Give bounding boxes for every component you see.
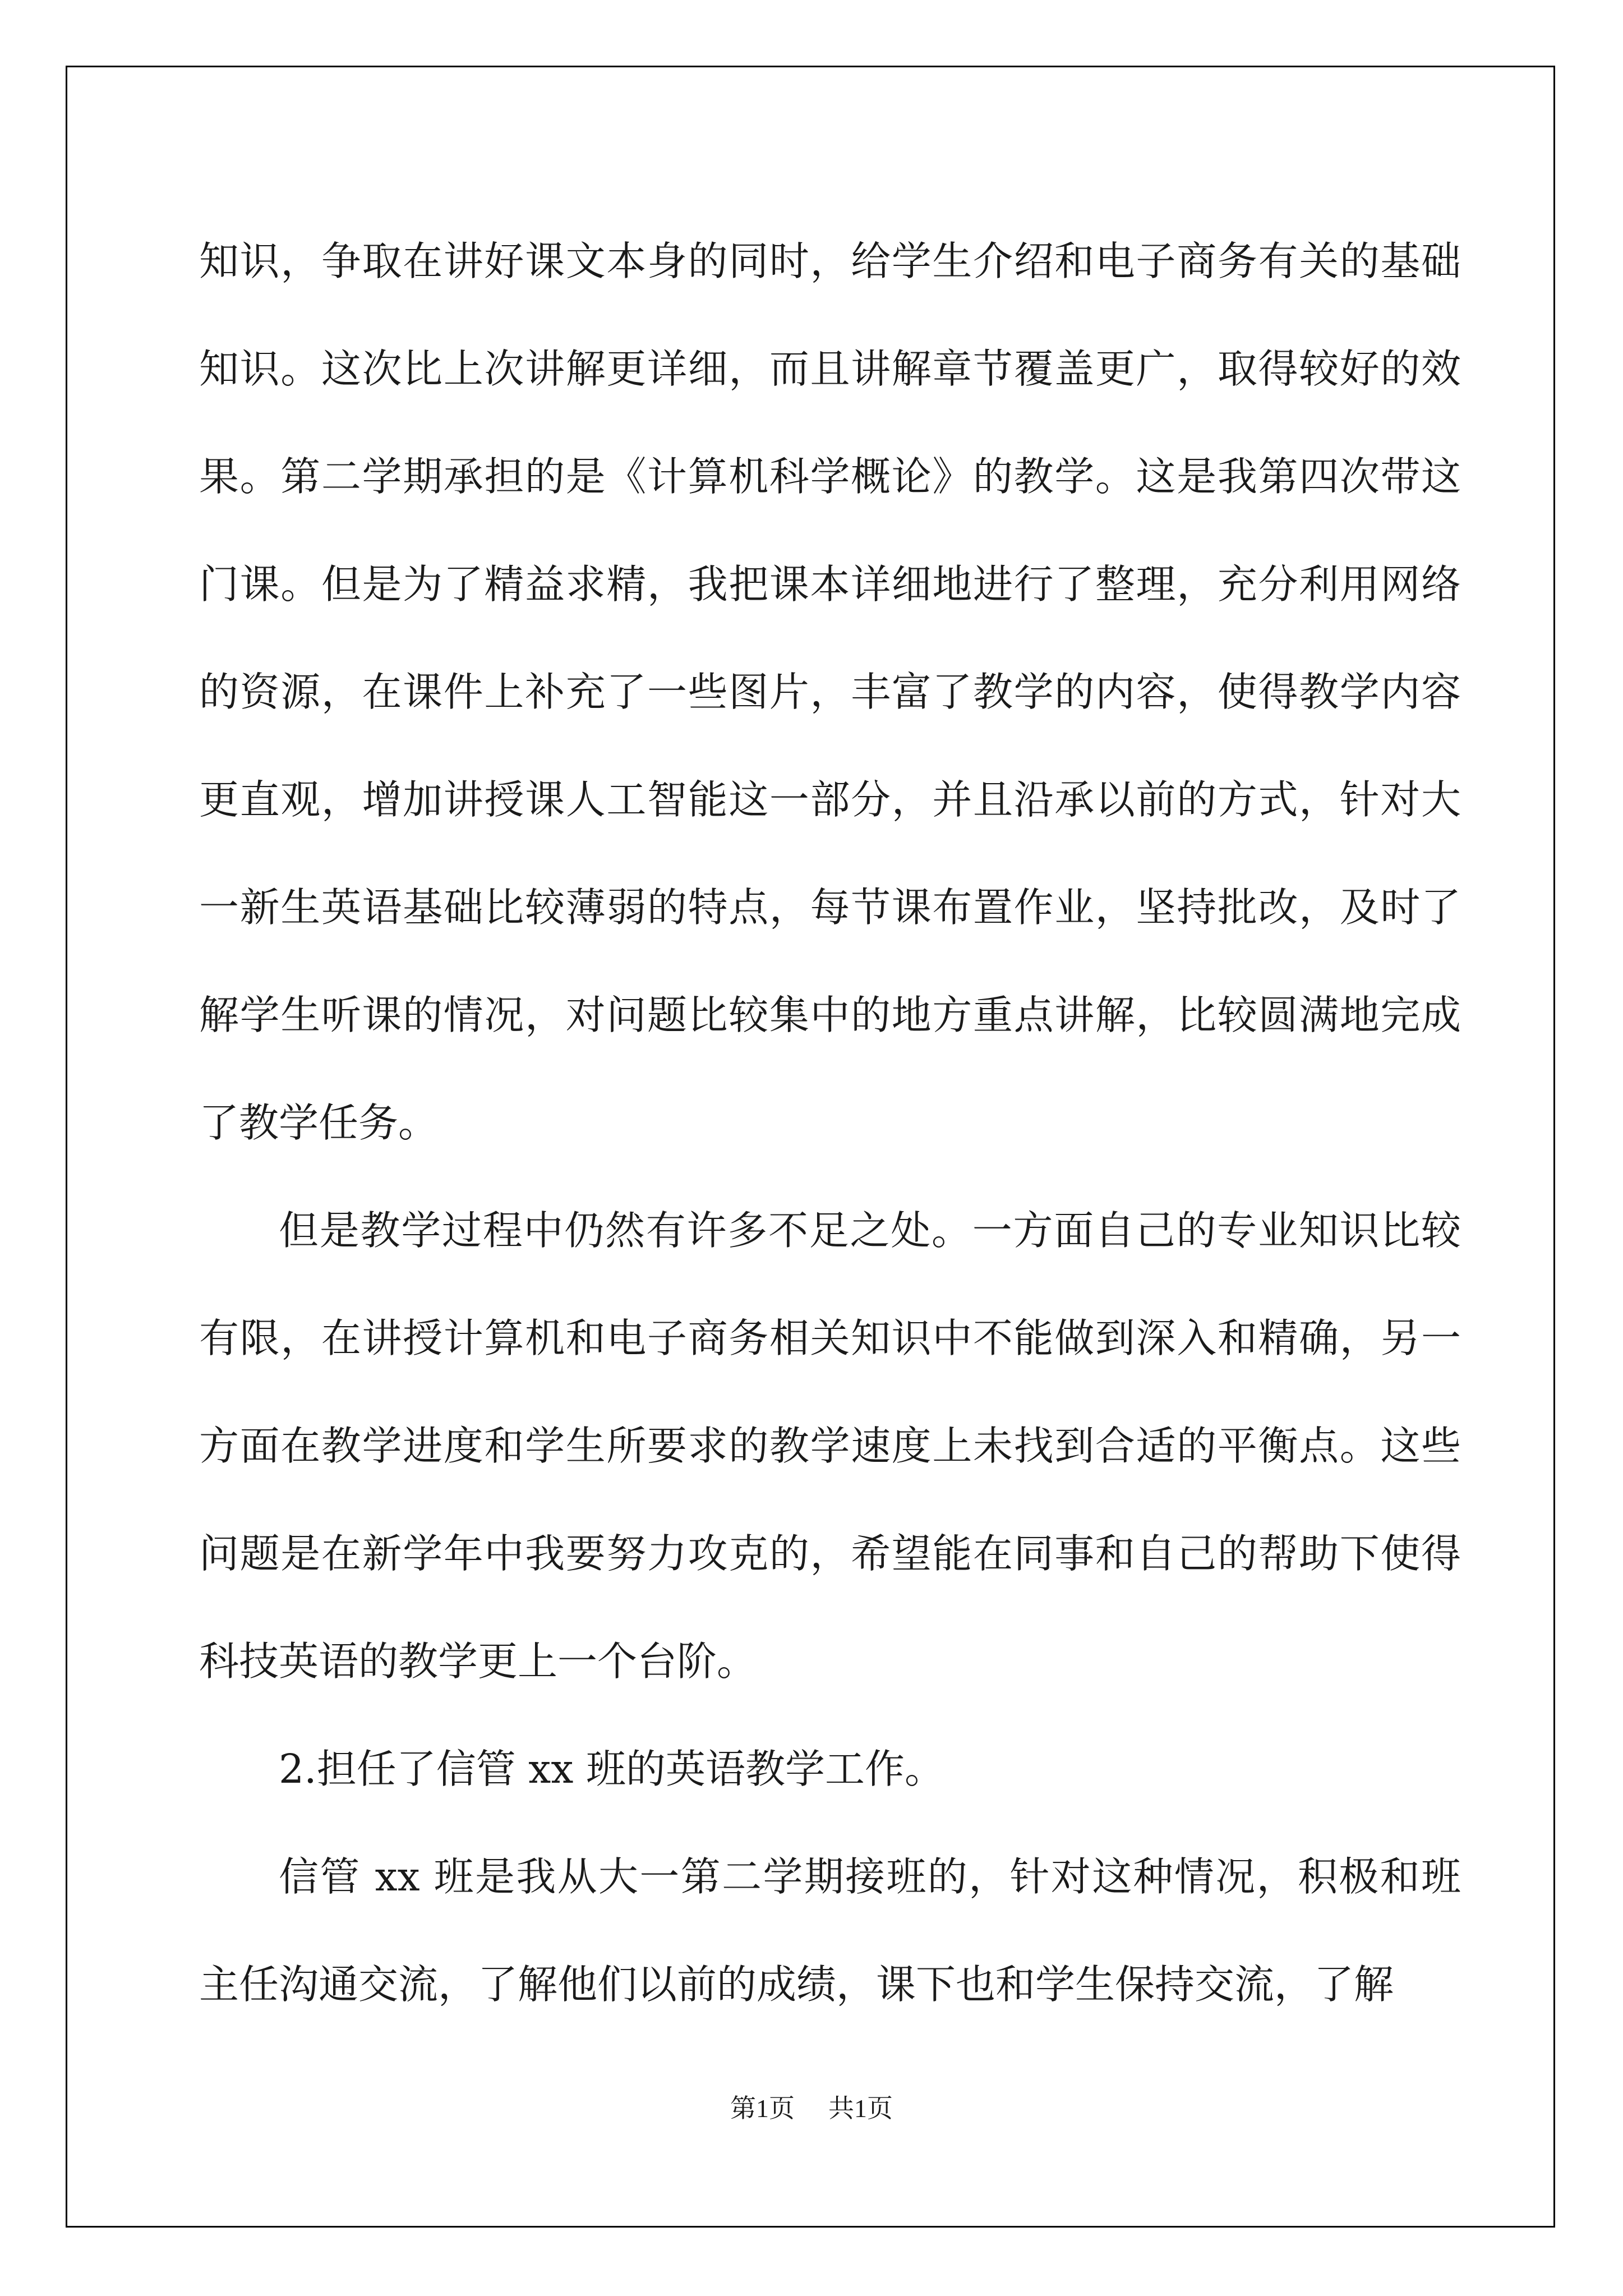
document-body bbox=[199, 208, 1461, 2039]
page-number-current: 第1页 bbox=[730, 2094, 795, 2123]
page-number-total: 共1页 bbox=[828, 2094, 893, 2123]
paragraph-1: 知识，争取在讲好课文本身的同时，给学生介绍和电子商务有关的基础知识。这次比上次讲解更详细，而且讲解章节覆盖更广，取得较好的效果。第二学期承担的是《计算机科学概论》的教学。这是我第四次带这门课。但是为了精益求精，我把课本详细地进行了整理，充分利用网络的资源，在课件上补充了一些图片，丰富了教学的内容，使得教学内容更直观，增加讲授课人工智能这一部分，并且沿承以前的方式，针对大一新生英语基础比较薄弱的特点，每节课布置作业，坚持批改，及时了解学生听课的情况，对问题比较集中的地方重点讲解，比较圆满地完成了教学任务。 bbox=[199, 238, 1461, 1146]
paragraph-4: 信管 xx 班是我从大一第二学期接班的，针对这种情况，积极和班主任沟通交流，了解他们以前的成绩，课下也和学生保持交流，了解 bbox=[199, 1853, 1461, 2008]
paragraph-2: 但是教学过程中仍然有许多不足之处。一方面自己的专业知识比较有限，在讲授计算机和电子商务相关知识中不能做到深入和精确，另一方面在教学进度和学生所要求的教学速度上未找到合适的平衡点。这些问题是在新学年中我要努力攻克的，希望能在同事和自己的帮助下使得科技英语的教学更上一个台阶。 bbox=[199, 1207, 1461, 1685]
page-footer bbox=[0, 2088, 1623, 2125]
paragraph-3: 2.担任了信管 xx 班的英语教学工作。 bbox=[279, 1746, 944, 1792]
